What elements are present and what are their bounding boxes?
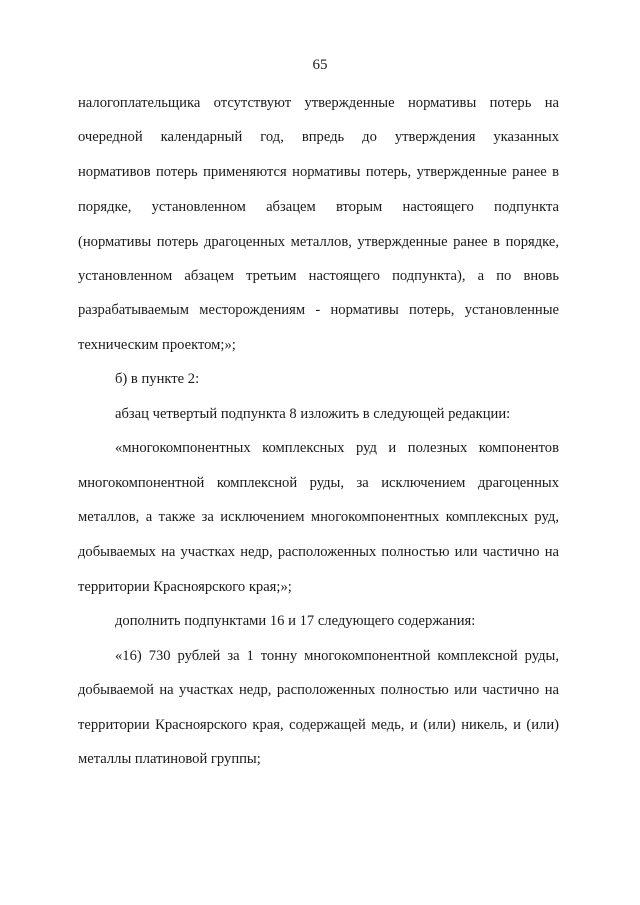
text-line: нормативов потерь применяются нормативы потерь, утвержденные ранее в <box>78 164 559 180</box>
text-line: «16) 730 рублей за 1 тонну многокомпонентной комплексной руды, <box>115 648 559 664</box>
text-line: очередной календарный год, впредь до утверждения указанных <box>78 129 559 145</box>
text-line: «многокомпонентных комплексных руд и полезных компонентов <box>115 440 559 456</box>
text-line: металлов, а также за исключением многокомпонентных комплексных руд, <box>78 509 559 525</box>
text-line: разрабатываемым месторождениям - нормативы потерь, установленные <box>78 302 559 318</box>
text-line: б) в пункте 2: <box>115 371 200 387</box>
text-line: абзац четвертый подпункта 8 изложить в следующей редакции: <box>115 406 511 422</box>
text-line: территории Красноярского края;»; <box>78 579 292 595</box>
text-line: (нормативы потерь драгоценных металлов, утвержденные ранее в порядке, <box>78 234 559 250</box>
text-line: территории Красноярского края, содержащей медь, и (или) никель, и (или) <box>78 717 559 733</box>
text-line: многокомпонентной комплексной руды, за исключением драгоценных <box>78 475 559 491</box>
text-line: металлы платиновой группы; <box>78 751 261 767</box>
text-line: добываемой на участках недр, расположенных полностью или частично на <box>78 682 559 698</box>
text-line: налогоплательщика отсутствуют утвержденные нормативы потерь на <box>78 95 559 111</box>
text-line: техническим проектом;»; <box>78 337 236 353</box>
text-line: дополнить подпунктами 16 и 17 следующего содержания: <box>115 613 476 629</box>
text-line: порядке, установленном абзацем вторым настоящего подпункта <box>78 199 559 215</box>
text-line: установленном абзацем третьим настоящего подпункта), а по вновь <box>78 268 559 284</box>
text-line: добываемых на участках недр, расположенных полностью или частично на <box>78 544 559 560</box>
page-number: 65 <box>312 57 328 73</box>
